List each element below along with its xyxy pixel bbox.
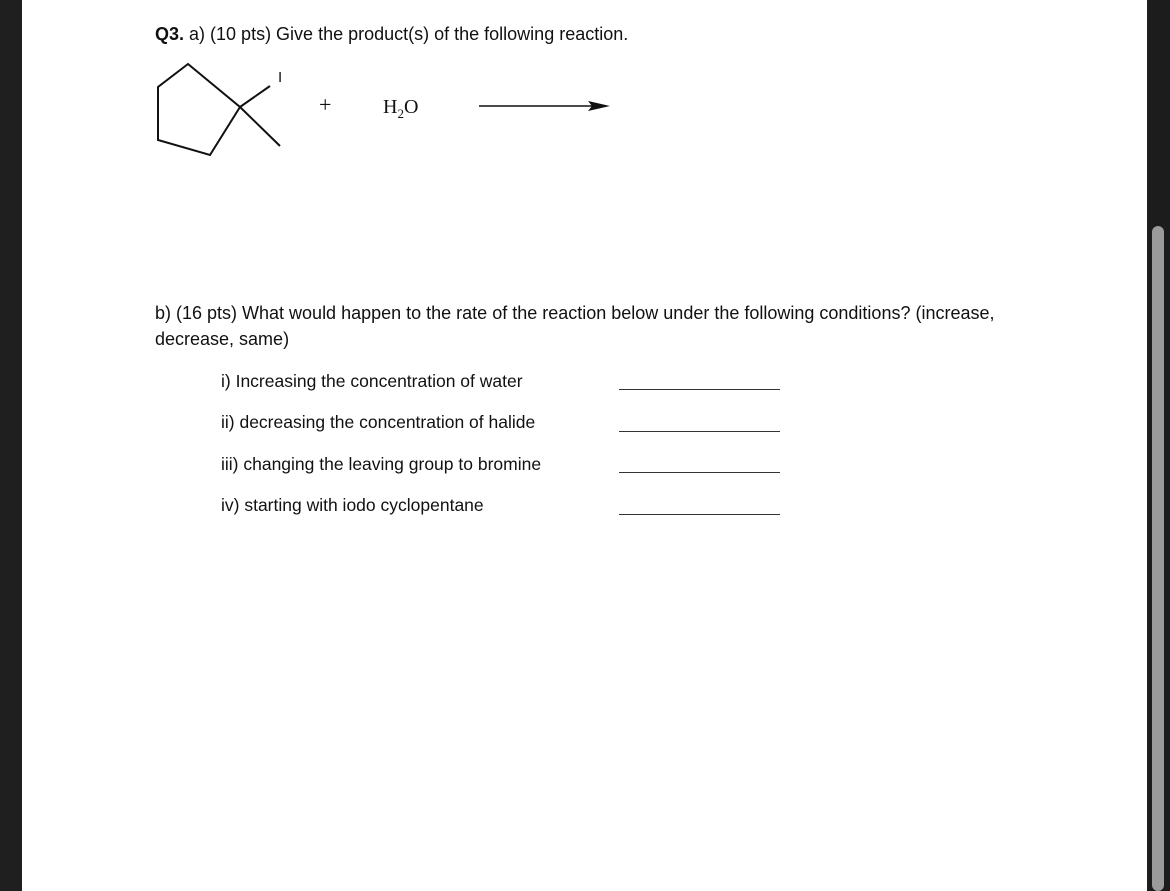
water-o: O	[403, 96, 419, 118]
condition-4-answer-blank[interactable]	[619, 514, 780, 515]
condition-3-label: iii) changing the leaving group to bromine	[221, 454, 542, 474]
plus-sign: +	[319, 92, 332, 117]
water-h: H	[383, 96, 398, 118]
condition-1-label: i) Increasing the concentration of water	[221, 371, 523, 391]
cyclopentane-ring	[158, 64, 240, 155]
scrollbar-thumb[interactable]	[1152, 226, 1164, 891]
document-page	[22, 0, 1147, 891]
water-reagent	[383, 96, 418, 121]
reaction-scheme	[22, 0, 1147, 200]
reaction-arrow-icon	[479, 101, 610, 111]
tert-butyl-bonds	[240, 86, 280, 146]
condition-4-label: iv) starting with iodo cyclopentane	[221, 495, 484, 515]
condition-2-answer-blank[interactable]	[619, 431, 780, 432]
condition-1-answer-blank[interactable]	[619, 389, 780, 390]
part-b-prompt: b) (16 pts) What would happen to the rate of the reaction below under the following conditions? (increase, decrease, same)	[155, 303, 995, 349]
condition-2-label: ii) decreasing the concentration of halide	[221, 412, 536, 432]
iodine-label: I	[278, 69, 283, 86]
water-subscript: 2	[397, 106, 404, 121]
condition-3-answer-blank[interactable]	[619, 472, 780, 473]
part-a-prompt: a) (10 pts) Give the product(s) of the following reaction.	[189, 24, 629, 44]
question-number: Q3.	[155, 24, 185, 44]
